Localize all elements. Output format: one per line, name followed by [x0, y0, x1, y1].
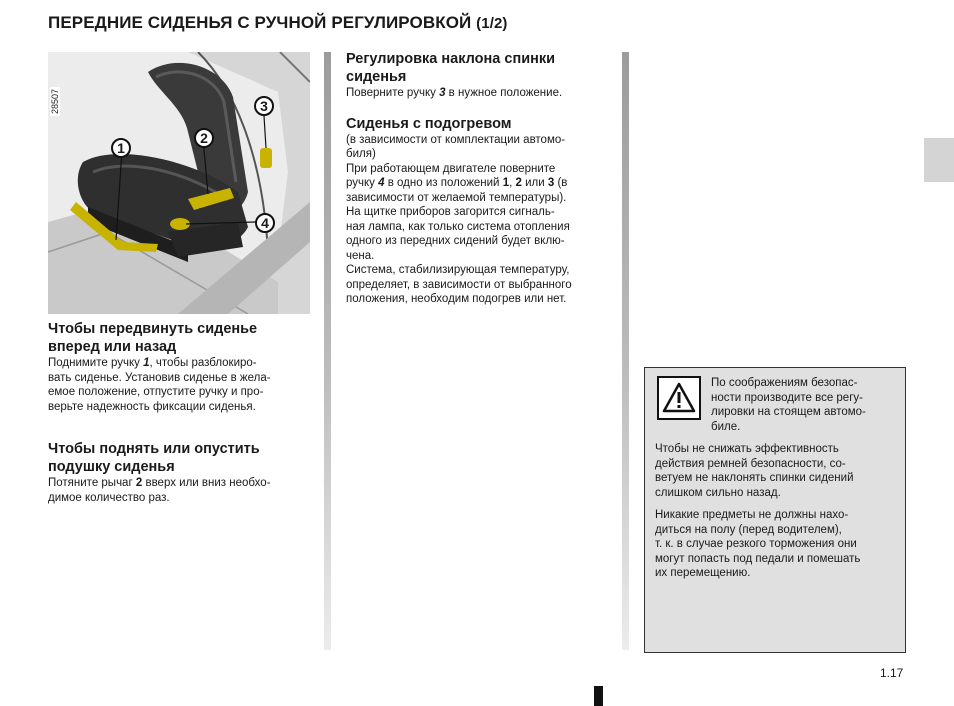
text-run: в одно из положений	[384, 177, 503, 189]
text-run: слишком сильно назад.	[655, 486, 781, 499]
text-run: (в	[554, 177, 568, 189]
text-run: ветуем не наклонять спинки сидений	[655, 472, 854, 484]
text-run: биле.	[711, 420, 741, 433]
text-run: их перемещению.	[655, 567, 751, 579]
text-run: могут попасть под педали и помешать	[655, 552, 861, 565]
page-title-part: (1/2)	[476, 15, 508, 32]
text-run: диться на полу (перед водителем),	[655, 523, 842, 536]
callout-3: 3	[254, 96, 274, 116]
column-separator-left	[324, 52, 331, 650]
page-title	[48, 13, 508, 33]
text-run: лировки на стоящем автомо-	[711, 406, 866, 418]
section-tilt-body	[346, 86, 608, 101]
page-title-text: ПЕРЕДНИЕ СИДЕНЬЯ С РУЧНОЙ РЕГУЛИРОВКОЙ	[48, 13, 472, 32]
text-run: (в зависимости от комплектации автомо-	[346, 133, 566, 146]
callout-2: 2	[194, 128, 214, 148]
text-run: ручку	[346, 177, 379, 189]
text-run: вверх или вниз необхо-	[142, 477, 271, 489]
callout-1: 1	[111, 138, 131, 158]
text-run: ,	[509, 177, 516, 189]
text-run: Потяните рычаг	[48, 477, 136, 489]
text-run: верьте надежность фиксации сиденья.	[48, 400, 256, 413]
section-tilt-heading-l2: сиденья	[346, 69, 407, 85]
text-run: По соображениям безопас-	[711, 377, 858, 389]
text-run: Поверните ручку	[346, 87, 440, 99]
text-run: одного из передних сидений будет вклю-	[346, 235, 565, 247]
warning-paragraph-2	[655, 508, 895, 581]
ref-number: 3	[439, 87, 446, 99]
text-run: Поднимите ручку	[48, 357, 144, 369]
section-tilt-heading-l1: Регулировка наклона спинки	[346, 51, 556, 67]
text-run: чена.	[346, 249, 375, 262]
seat-illustration	[48, 52, 310, 314]
section-move-heading-l2: вперед или назад	[48, 339, 177, 355]
section-raise-body	[48, 476, 310, 505]
ref-number: 1	[143, 357, 150, 369]
section-move-body	[48, 356, 310, 414]
warning-box	[644, 367, 906, 653]
section-move	[48, 320, 310, 414]
text-run: , чтобы разблокиро-	[149, 357, 257, 369]
column-separator-right	[622, 52, 629, 650]
figure-code: 28507	[50, 88, 60, 114]
text-run: положения, необходим подогрев или нет.	[346, 293, 567, 305]
seat-figure	[48, 52, 310, 314]
ref-number: 4	[378, 177, 385, 189]
section-raise-heading	[48, 440, 310, 476]
ref-number: 1	[502, 177, 510, 189]
section-tilt-heading	[346, 50, 608, 86]
text-run: ная лампа, как только система отопления	[346, 220, 570, 233]
warning-paragraph-1	[655, 442, 895, 500]
section-heated-heading: Сиденья с подогревом	[346, 115, 512, 132]
text-run: зависимости от желаемой температуры).	[346, 191, 567, 204]
ref-number: 2	[135, 477, 143, 489]
ref-number: 2	[515, 177, 522, 189]
column-2	[346, 50, 608, 307]
section-raise-heading-l1: Чтобы поднять или опустить	[48, 441, 260, 457]
text-run: Система, стабилизирующая температуру,	[346, 264, 570, 276]
text-run: т. к. в случае резкого торможения они	[655, 538, 857, 550]
text-run: биля)	[346, 148, 376, 160]
chapter-tab	[924, 138, 954, 182]
warning-intro	[711, 376, 866, 434]
text-run: димое количество раз.	[48, 491, 170, 504]
text-run: ности производите все регу-	[711, 391, 863, 404]
text-run: определяет, в зависимости от выбранного	[346, 278, 572, 291]
text-run: На щитке приборов загорится сигналь-	[346, 206, 555, 218]
text-run: действия ремней безопасности, со-	[655, 457, 846, 470]
section-move-heading	[48, 320, 310, 356]
section-raise	[48, 440, 310, 505]
page-edge-mark	[594, 686, 603, 706]
section-heated-body	[346, 133, 608, 307]
text-run: вать сиденье. Установив сиденье в жела-	[48, 371, 271, 384]
page-number: 1.17	[880, 666, 904, 680]
section-move-heading-l1: Чтобы передвинуть сиденье	[48, 321, 258, 337]
text-run: емое положение, отпустите ручку и про-	[48, 386, 264, 398]
section-raise-heading-l2: подушку сиденья	[48, 459, 175, 475]
text-run: При работающем двигателе поверните	[346, 162, 556, 175]
callout-4: 4	[255, 213, 275, 233]
text-run: или	[521, 177, 548, 189]
text-run: Никакие предметы не должны нахо-	[655, 509, 849, 521]
text-run: в нужное положение.	[445, 87, 563, 99]
ref-number: 3	[547, 177, 555, 189]
warning-triangle-icon	[657, 376, 701, 420]
text-run: Чтобы не снижать эффективность	[655, 443, 839, 455]
